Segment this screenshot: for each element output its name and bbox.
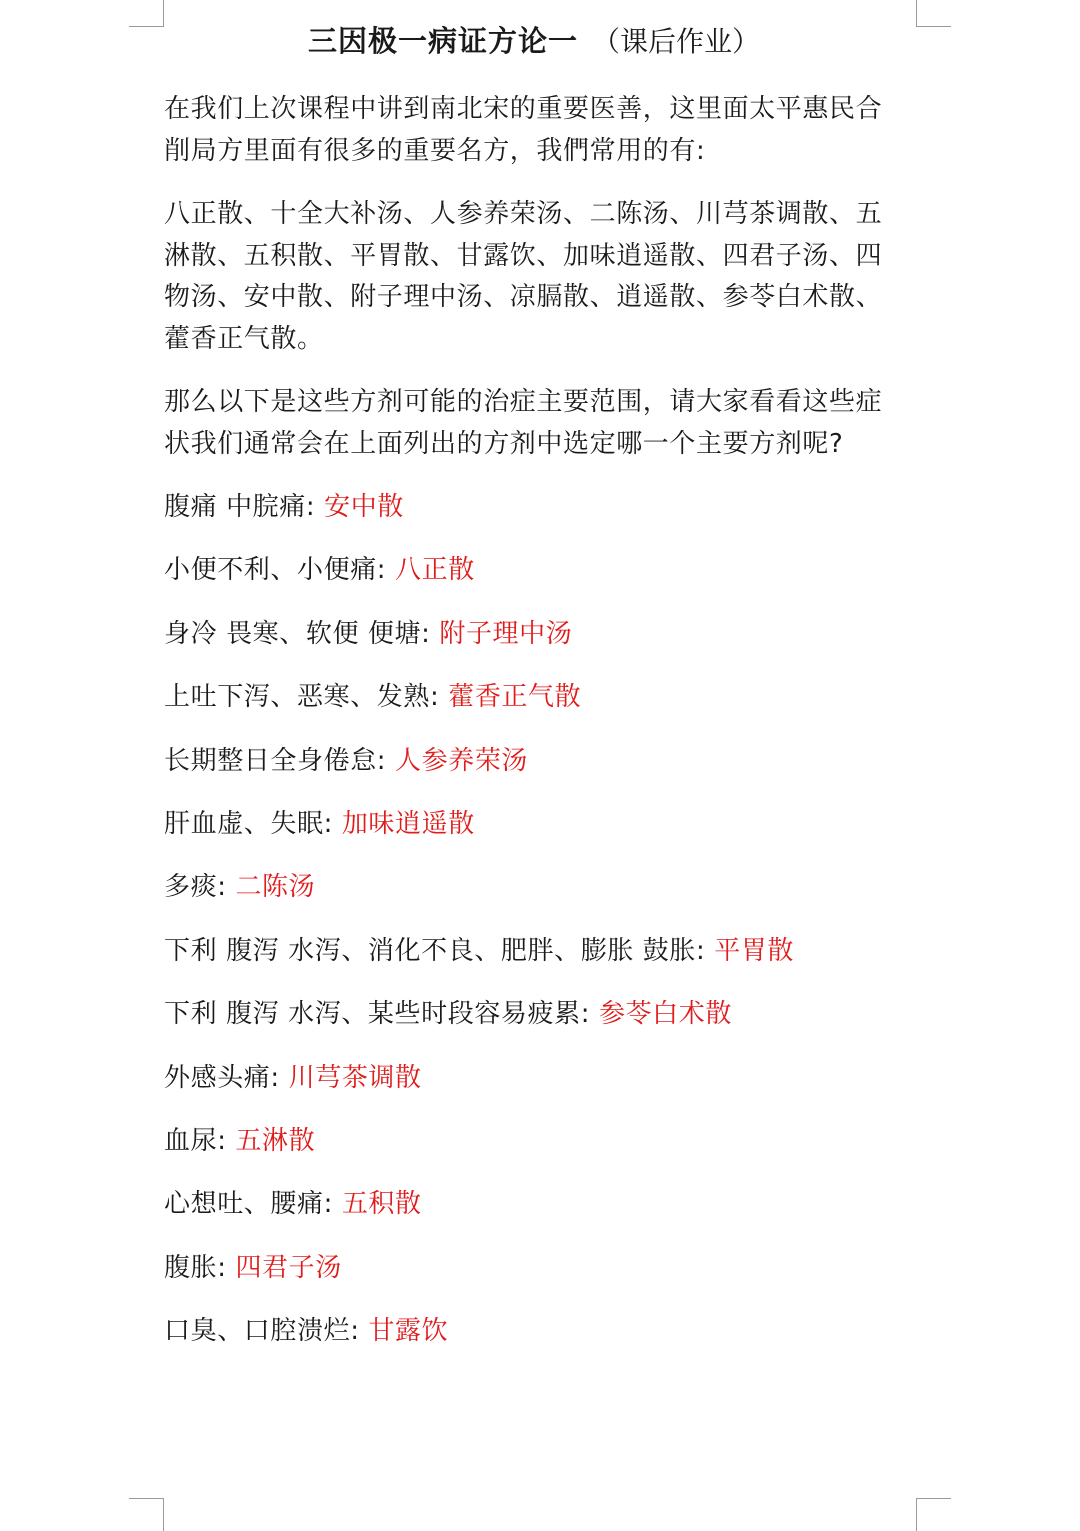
qa-item — [164, 614, 904, 677]
answer-text: 藿香正气散 — [448, 682, 582, 713]
formula-list-paragraph: 八正散、十全大补汤、人参养荣汤、二陈汤、川芎茶调散、五淋散、五积散、平胃散、甘露饮、加味逍遥散、四君子汤、四物汤、安中散、附子理中汤、凉膈散、逍遥散、参苓白术散、藿香正气散。 — [164, 199, 883, 354]
answer-text: 附子理中汤 — [439, 618, 573, 649]
symptom-text: 小便不利、小便痛: — [164, 555, 396, 586]
qa-item — [164, 550, 904, 613]
symptom-text: 下利 腹泻 水泻、消化不良、肥胖、膨胀 鼓胀: — [164, 935, 715, 966]
answer-text: 参苓白术散 — [598, 999, 732, 1030]
answer-text: 人参养荣汤 — [395, 745, 529, 776]
qa-item — [164, 994, 904, 1057]
symptom-text: 肝血虚、失眠: — [164, 808, 342, 839]
answer-text: 平胃散 — [714, 935, 795, 966]
qa-item — [164, 867, 904, 930]
qa-item — [164, 1184, 904, 1247]
answer-text: 川芎茶调散 — [288, 1062, 422, 1093]
document-page — [164, 0, 904, 1374]
symptom-text: 外感头痛: — [164, 1062, 289, 1093]
qa-item — [164, 1058, 904, 1121]
answer-text: 二陈汤 — [235, 872, 316, 903]
answer-text: 八正散 — [395, 555, 475, 586]
crop-mark-top-left — [129, 0, 164, 27]
symptom-text: 下利 腹泻 水泻、某些时段容易疲累: — [164, 999, 599, 1030]
intro-paragraph: 在我们上次课程中讲到南北宋的重要医善，这里面太平惠民合削局方里面有很多的重要名方，我們常用的有: — [164, 94, 883, 166]
qa-item — [164, 487, 904, 550]
crop-mark-top-right — [916, 0, 951, 27]
answer-text: 安中散 — [324, 492, 404, 522]
question-paragraph: 那么以下是这些方剂可能的治症主要范围，请大家看看这些症状我们通常会在上面列出的方剂中选定哪一个主要方剂呢? — [164, 387, 883, 459]
symptom-text: 多痰: — [164, 872, 236, 903]
crop-mark-bottom-left — [129, 1498, 164, 1531]
symptom-text: 腹痛 中脘痛: — [164, 492, 325, 522]
answer-text: 甘露饮 — [368, 1316, 449, 1347]
qa-list — [164, 487, 904, 1374]
symptom-text: 血尿: — [164, 1125, 236, 1156]
symptom-text: 长期整日全身倦怠: — [164, 745, 396, 776]
qa-item — [164, 1248, 904, 1311]
symptom-text: 腹胀: — [164, 1252, 236, 1283]
symptom-text: 上吐下泻、恶寒、发熟: — [164, 682, 449, 713]
answer-text: 五积散 — [341, 1189, 422, 1220]
qa-item — [164, 1311, 904, 1374]
qa-item — [164, 677, 904, 740]
answer-text: 加味逍遥散 — [341, 808, 475, 839]
crop-mark-bottom-right — [916, 1498, 951, 1531]
page-title — [164, 0, 904, 62]
qa-item — [164, 931, 904, 994]
answer-text: 四君子汤 — [235, 1252, 342, 1283]
symptom-text: 身冷 畏寒、软便 便塘: — [164, 618, 440, 649]
answer-text: 五淋散 — [235, 1125, 316, 1156]
title-subtitle: （课后作业） — [592, 25, 761, 58]
symptom-text: 心想吐、腰痛: — [164, 1189, 342, 1220]
qa-item — [164, 1121, 904, 1184]
symptom-text: 口臭、口腔溃烂: — [164, 1316, 369, 1347]
qa-item — [164, 741, 904, 804]
qa-item — [164, 804, 904, 867]
title-main: 三因极一病证方论一 — [307, 24, 578, 58]
